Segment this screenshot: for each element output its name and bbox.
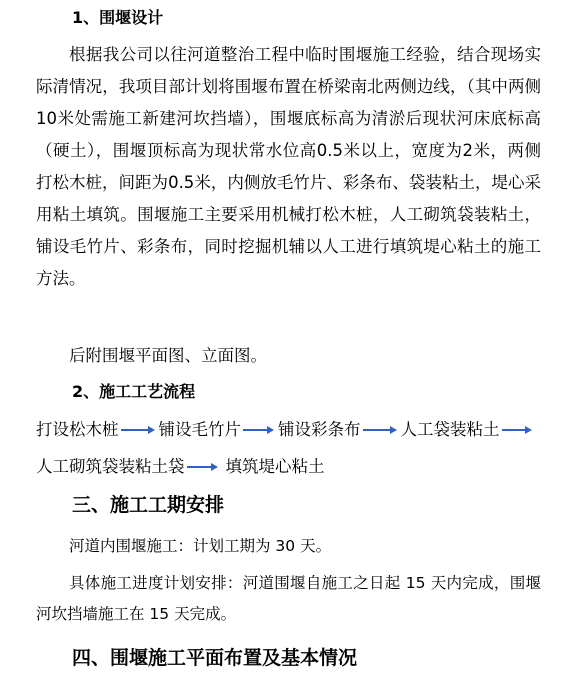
right-arrow-icon <box>187 462 218 472</box>
flow-step-fill-core-clay: 填筑堤心粘土 <box>225 457 325 476</box>
flow-step-lay-bamboo-strips: 铺设毛竹片 <box>158 420 241 439</box>
process-flow-row-2 <box>36 452 575 482</box>
section-2-heading: 2、施工工艺流程 <box>72 382 196 401</box>
process-flow-row-1 <box>36 415 575 445</box>
right-arrow-icon <box>502 425 532 435</box>
section-3-heading: 三、施工工期安排 <box>72 494 225 516</box>
flow-step-lay-tarpaulin: 铺设彩条布 <box>278 420 361 439</box>
right-arrow-icon <box>243 425 274 435</box>
schedule-paragraph-2: 具体施工进度计划安排：河道围堰自施工之日起 15 天内完成，围堰河坎挡墙施工在 15 天完成。 <box>36 574 541 623</box>
right-arrow-icon <box>363 425 397 435</box>
section-1-heading: 1、围堰设计 <box>72 8 164 27</box>
flow-step-drive-pine-piles: 打设松木桩 <box>36 420 119 439</box>
section-4-heading: 四、围堰施工平面布置及基本情况 <box>72 647 358 669</box>
schedule-paragraph-1: 河道内围堰施工：计划工期为 30 天。 <box>69 537 332 555</box>
attached-drawings-note: 后附围堰平面图、立面图。 <box>69 346 267 365</box>
right-arrow-icon <box>121 425 155 435</box>
flow-step-bag-clay: 人工袋装粘土 <box>400 420 500 439</box>
cofferdam-design-paragraph: 根据我公司以往河道整治工程中临时围堰施工经验，结合现场实际清情况，我项目部计划将围堰布置在桥梁南北两侧边线，（其中两侧10米处需施工新建河坎挡墙），围堰底标高为清淤后现状河床底标高（硬土），围堰顶标高为现状常水位高0.5米以上，宽度为2米，两侧打松木桩，间距为0.5米，内侧放毛竹片、彩条布、袋装粘土，堤心采用粘土填筑。围堰施工主要采用机械打松木桩，人工砌筑袋装粘土，铺设毛竹片、彩条布，同时挖掘机辅以人工进行填筑堤心粘土的施工方法。 <box>36 45 541 288</box>
flow-step-stack-clay-bags: 人工砌筑袋装粘土袋 <box>36 457 185 476</box>
